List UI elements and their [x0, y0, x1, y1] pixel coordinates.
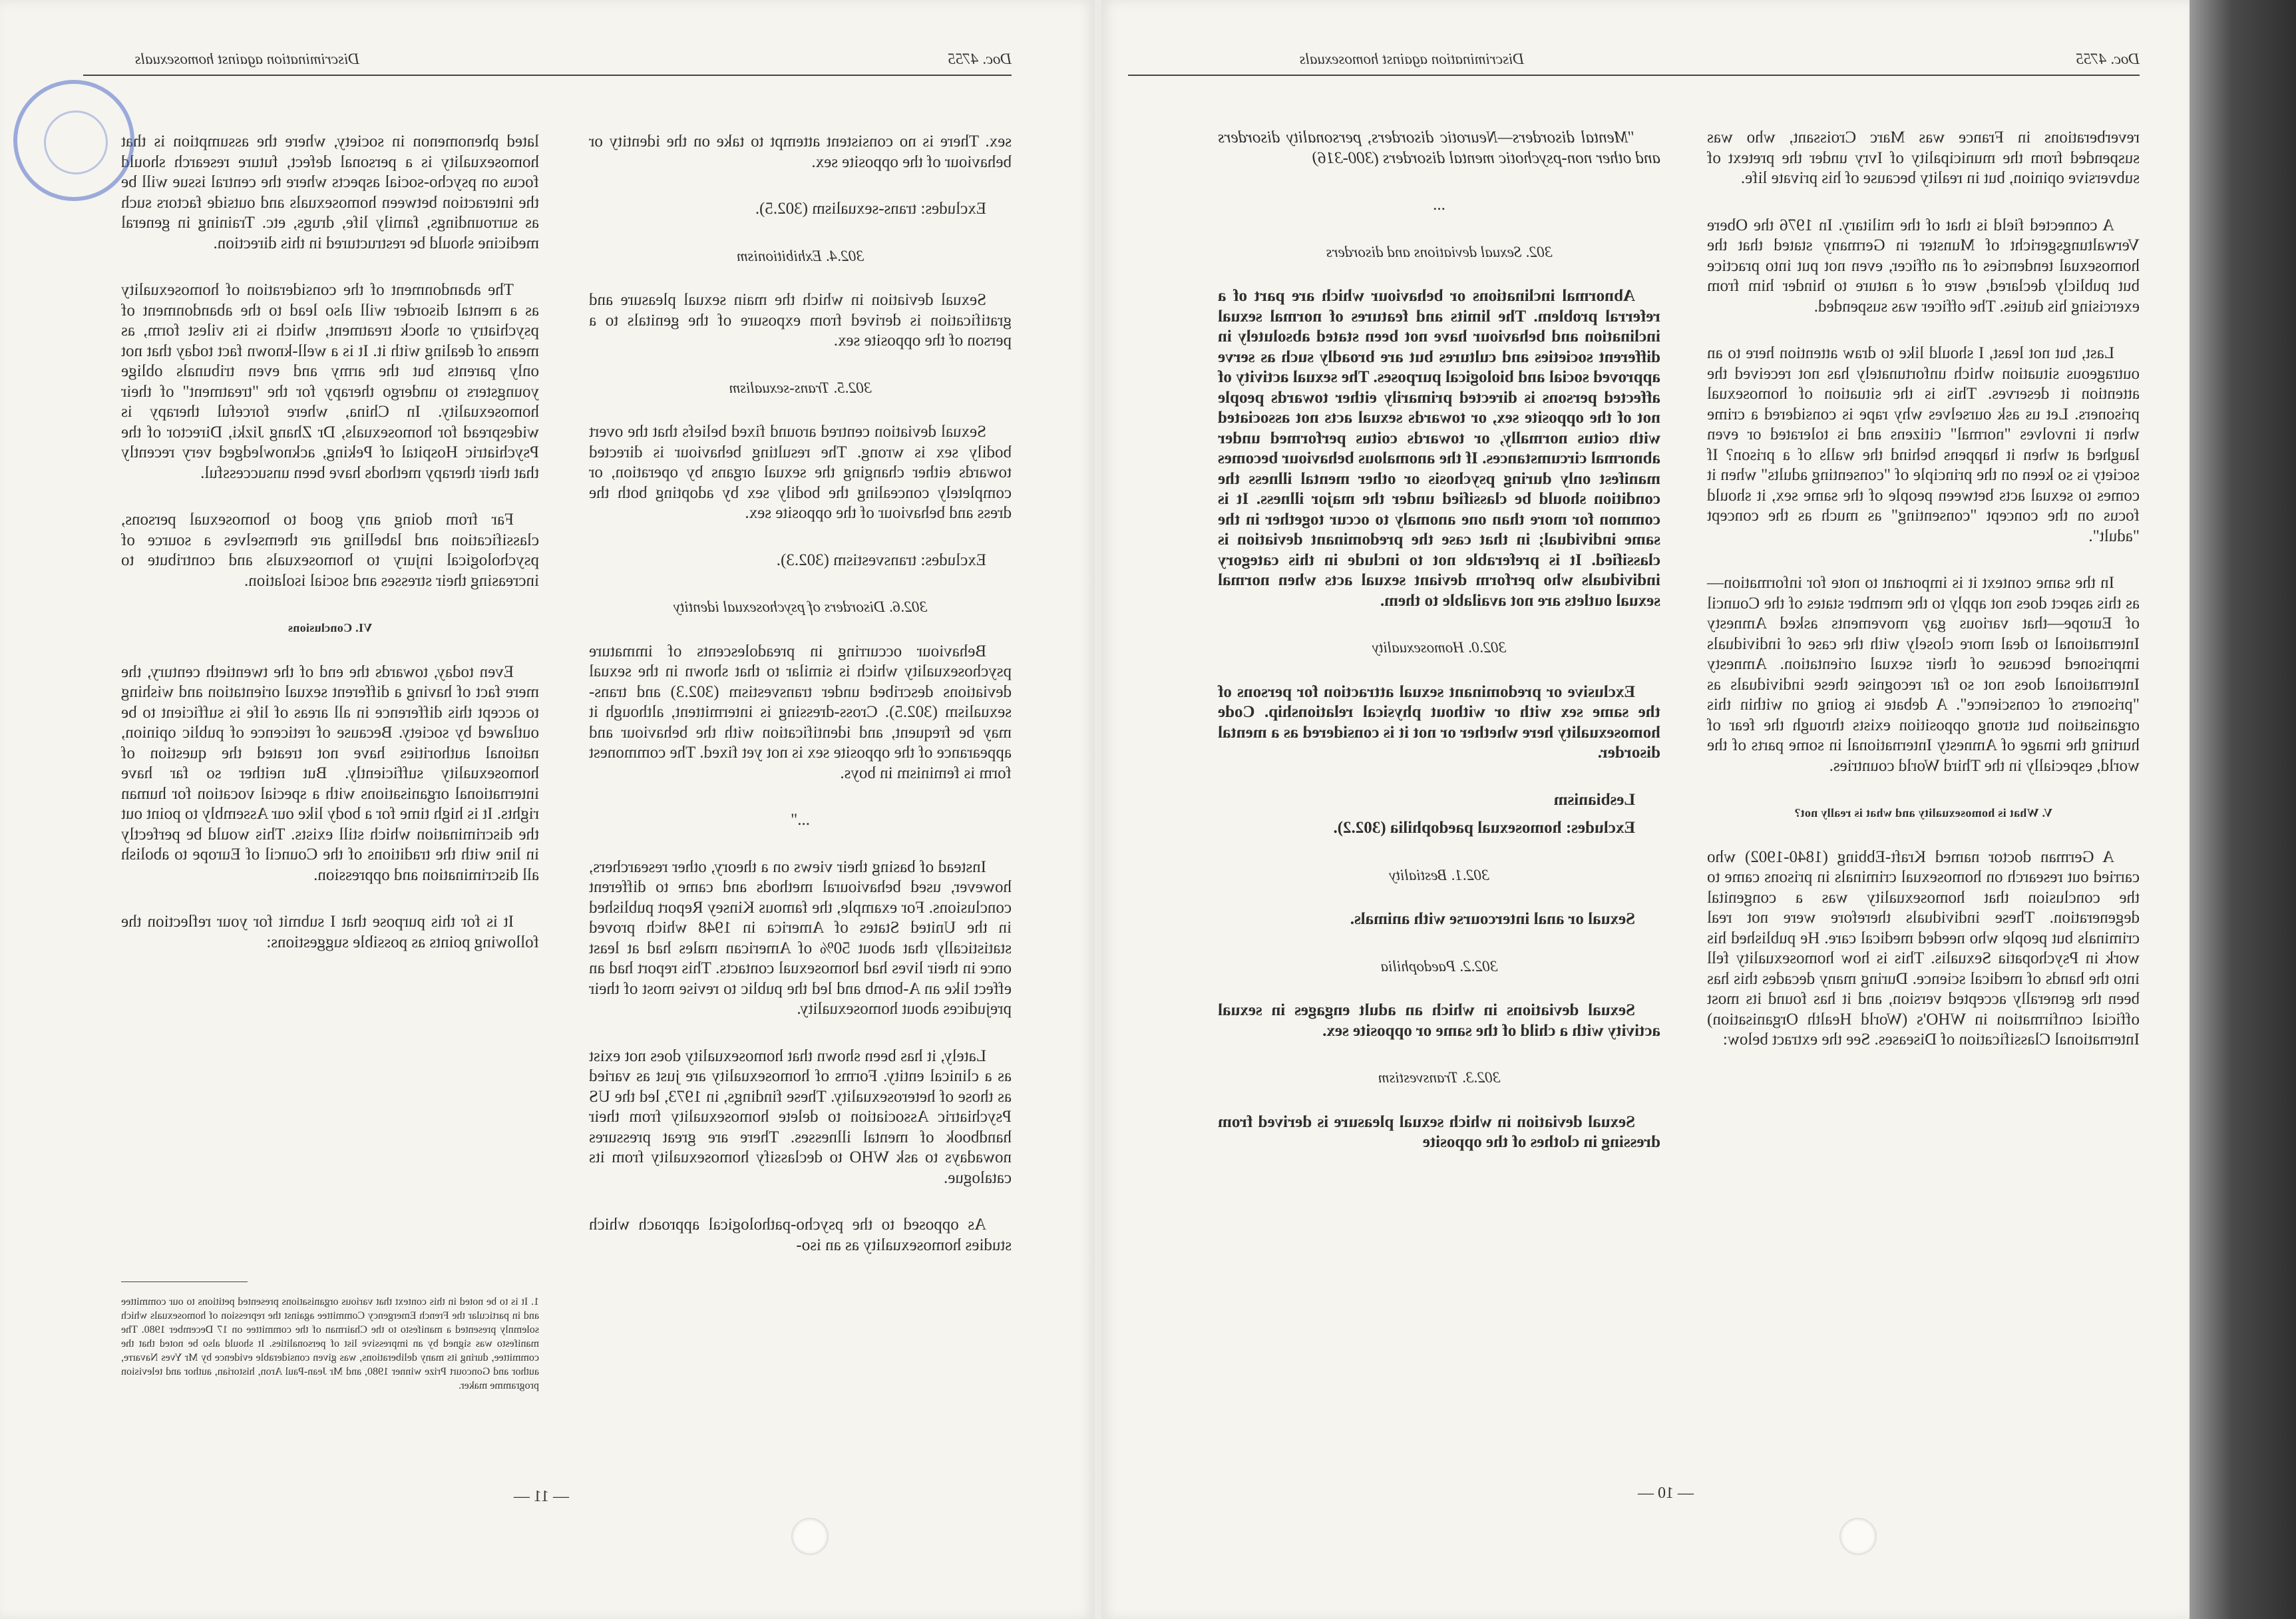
section-heading: V. What is homosexuality and what is really not?	[1794, 806, 2052, 819]
paragraph: Last, but not least, I should like to draw attention here to an outrageous situation which unfortunately has not received the attention it deserves. This is the situation of homosexual prisoners. Let us ask ourselves why rape is considered a crime when it involves "normal" citizens and is tolerated or even laughed at when it happens behind the walls of a prison? If society is so keen on the principle of "consenting adults" when it comes to sexual acts between people of the same sex, it should focus on the concept "consenting" as much as the concept "adult".	[1707, 344, 2140, 545]
page-10-header-title: Discrimination against homosexuals	[1299, 51, 1524, 67]
paragraph: Exclusive or predominant sexual attraction for persons of the same sex with or without physical relationship. Code homosexuality here whether or not it is considered as a mental disorder.	[1218, 682, 1660, 762]
paragraph: Even today, towards the end of the twentieth century, the mere fact of having a different sexual orientation and wishing to accept this difference in all areas of life is sufficient to be outlawed by society. Because of reticence of public opinion, national authorities have not treated the question of homosexuality sufficiently. But neither so far have international organisations with a special vocation for human rights. It is high time for a body like our Assembly to point out the discrimination which still exists. This would be perfectly in line with the traditions of the Council of Europe to abolish all discrimination and oppression.	[121, 662, 539, 884]
scanner-shadow-edge	[2190, 0, 2296, 1619]
paragraph: Lesbianism	[1553, 790, 1635, 809]
paragraph: A German doctor named Kraft-Ebbing (1840-1902) who carried out research on homosexual criminals in prisons came to the conclusion that homosexuality was a congenital degeneration. These individuals therefore were not real criminals but people who needed medical care. He published his work in Psychopatia Sexualis. This is how homosexuality fell into the hands of medical science. During many decades this has been the generally accepted version, and it has found its most official confirmation in WHO's (World Health Organisation) International Classification of Diseases. See the extract below:	[1707, 847, 2140, 1048]
page-10-doc-number: Doc. 4755	[2076, 51, 2140, 67]
header-rule	[83, 75, 1012, 76]
paragraph: Lately, it has been shown that homosexuality does not exist as a clinical entity. Forms of homosexuality are just as varied as those of heterosexuality. These findings, in 1973, led the US Psychiatric Association to delete homosexuality from their handbook of mental illnesses. There are great pressures nowadays to ask WHO to declassify homosexuality from its catalogue.	[589, 1046, 1012, 1187]
ellipsis: ...	[1433, 196, 1445, 214]
page-11-mirrored-content	[0, 0, 1095, 1619]
header-rule	[1128, 75, 2140, 76]
page-11-column-a	[589, 132, 1012, 1282]
page-11-sheet	[0, 0, 1095, 1619]
paragraph: Instead of basing their views on a theory, other researchers, however, used behavioural methods and came to different conclusions. For example, the famous Kinsey Report published in the United States of America in 1948 which proved statistically that about 50% of American males had at least once in their lives had homosexual contacts. This report had an effect like an A-bomb and led the public to revise most of their prejudices about homosexuality.	[589, 857, 1012, 1018]
section-heading: 302.6. Disorders of psychosexual identity	[673, 598, 928, 615]
paragraph: Sexual deviation in which sexual pleasure is derived from dressing in clothes of the opposite	[1218, 1112, 1660, 1151]
page-11-column-b	[121, 132, 539, 979]
section-heading: 302.5. Trans-sexualism	[729, 379, 872, 396]
section-heading: 302.0. Homosexuality	[1372, 639, 1507, 656]
section-heading: 302. Sexual deviations and disorders	[1326, 243, 1553, 260]
paragraph: Excludes: homosexual paedophilia (302.2).	[1333, 819, 1635, 837]
paragraph: sex. There is no consistent attempt to take on the identity or behaviour of the opposite sex.	[589, 132, 1012, 171]
punch-hole	[1839, 1518, 1877, 1555]
page-number: — 10 —	[1638, 1485, 1694, 1502]
footnote: 1. It is to be noted in this context that various organisations presented petitions to our committee and in particular the French Emergency Committee against the repression of homosexuals which solemnly presented a manifesto to the Chairman of the committee on 17 December 1980. The manifesto was signed by an impressive list of personalities. It should also be noted that the committee, during its many deliberations, was given considerable evidence by Mr Yves Navarre, author and Goncourt Prize winner 1980, and Mr Jean-Paul Aron, historian, author and television programme maker.	[121, 1296, 539, 1391]
paragraph: In the same context it is important to note for information—as this aspect does not apply to the member states of the Council of Europe—that various gay movements asked Amnesty International to deal more closely with the case of individuals imprisoned because of their sexual orientation. Amnesty International does not so far recognise these individuals as "prisoners of conscience". A debate is going on within this organisation but strong opposition exists through the fear of hurting the image of Amnesty International in some parts of the world, especially in the Third World countries.	[1707, 574, 2140, 775]
section-heading: 302.1. Bestiality	[1389, 866, 1489, 883]
quoted-heading: "Mental disorders—Neurotic disorders, personality disorders and other non-psychotic mental disorders (300-316)	[1218, 128, 1660, 167]
page-11-header-title: Discrimination against homosexuals	[134, 51, 359, 67]
paragraph: Sexual deviation in which the main sexual pleasure and gratification is derived from exposure of the genitals to a person of the opposite sex.	[589, 291, 1012, 349]
punch-hole	[791, 1518, 829, 1555]
page-10-sheet	[1101, 0, 2190, 1619]
paragraph: It is for this purpose that I submit for your reflection the following points as possible suggestions:	[121, 913, 539, 951]
footnote-rule	[121, 1281, 248, 1282]
archive-stamp	[13, 80, 134, 201]
section-heading: 302.4. Exhibitionism	[736, 247, 864, 264]
page-10-column-a	[1707, 128, 2140, 1077]
paragraph: Far from doing any good to homosexual persons, classification and labelling are themselves a source of psychological injury to homosexuals and contribute to increasing their stresses and social isolation.	[121, 511, 539, 590]
page-10-column-b	[1218, 128, 1660, 1180]
paragraph: Sexual deviation centred around fixed beliefs that the overt bodily sex is wrong. The resulting behaviour is directed towards either changing the sexual organs by operation, or completely concealing the bodily sex by adopting both the dress and behaviour of the opposite sex.	[589, 423, 1012, 522]
ellipsis: ..."	[791, 811, 810, 829]
paragraph: Sexual deviations in which an adult engages in sexual activity with a child of the same or opposite sex.	[1218, 1001, 1660, 1040]
page-11-doc-number: Doc. 4755	[948, 51, 1012, 67]
paragraph: Behaviour occurring in preadolescents of immature psychosexuality which is similar to that shown in the sexual deviations described under transvestism (302.3) and trans-sexualism (302.5). Cross-dressing is intermittent, although it may be frequent, and identification with the behaviour and appearance of the opposite sex is not yet fixed. The commonest form is feminism in boys.	[589, 642, 1012, 782]
paragraph: lated phenomenon in society, where the assumption is that homosexuality is a personal defect, future research should focus on psycho-social aspects where the central issue will be the interaction between homosexuals and outside factors such as surroundings, family life, drugs, etc. Training in general medicine should be restructured in this direction.	[121, 132, 539, 252]
page-10-mirrored-content	[1101, 0, 2190, 1619]
paragraph: Abnormal inclinations or behaviour which are part of a referral problem. The limits and features of normal sexual inclination and behaviour have not been stated absolutely in different societies and cultures but are broadly such as serve approved social and biological purposes. The sexual activity of affected persons is directed primarily either towards people not of the opposite sex, or towards sexual acts not associated with coitus normally, or towards coitus performed under abnormal circumstances. If the anomalous behaviour becomes manifest only during psychosis or other mental illness the condition should be classified under the major illness. It is common for more than one anomaly to occur together in the same individual; in that case the predominant deviation is classified. It is preferable not to include in this category individuals who perform deviant sexual acts when normal sexual outlets are not available to them.	[1218, 287, 1660, 610]
paragraph: A connected field is that of the military. In 1976 the Obere Verwaltungsgericht of Munster in Germany stated that the homosexual tendencies of an officer, even not put into practice but publicly declared, were of a nature to hinder him from exercising his duties. The officer was suspended.	[1707, 216, 2140, 316]
paragraph: As opposed to the psycho-pathological approach which studies homosexuality as an iso-	[589, 1216, 1012, 1254]
section-heading: 302.3. Transvestism	[1378, 1069, 1501, 1086]
paragraph: Excludes: trans-sexualism (302.5).	[755, 200, 986, 218]
section-heading: 302.2. Paedophilia	[1380, 957, 1498, 975]
paragraph: The abandonment of the consideration of homosexuality as a mental disorder will also lead to the abandonment of psychiatry or shock treatment, which is its vilest form, as means of dealing with it. It is a well-known fact today that not only parents but the army and even tribunals oblige youngsters to undergo therapy for the "treatment" of their homosexuality. In China, where forceful therapy is widespread for homosexuals, Dr Zhang Jizki, Director of the Psychiatric Hospital of Peking, acknowledged very recently that their therapy methods have been unsuccessful.	[121, 281, 539, 482]
paragraph: Excludes: transvestism (302.3).	[776, 551, 986, 569]
section-heading-conclusions: VI. Conclusions	[287, 621, 373, 634]
paragraph: Sexual or anal intercourse with animals.	[1350, 910, 1635, 928]
page-number: — 11 —	[513, 1488, 569, 1505]
paragraph: reverberations in France was Marc Croissant, who was suspended from the municipality of Ivry under the pretext of subversive opinion, but in reality because of his private life.	[1707, 128, 2140, 187]
